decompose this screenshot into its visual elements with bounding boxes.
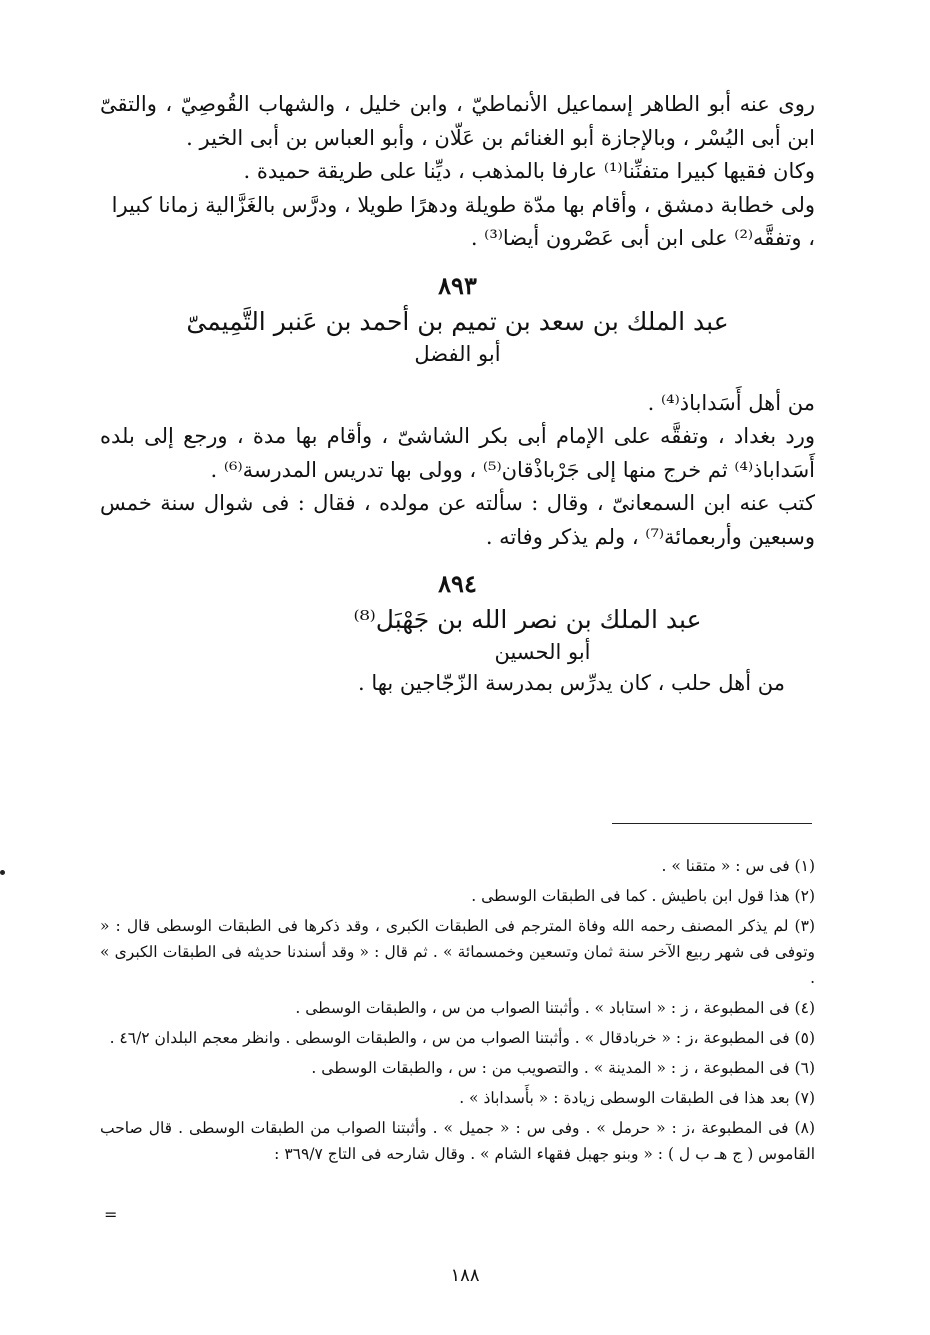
footnote-3: (٣) لم يذكر المصنف رحمه الله وفاة المترجم فى الطبقات الكبرى ، وقد ذكرها فى الطبقات الوسطى قال : « وتوفى فى شهر ربيع الآخر سنة ثمان وتسعين وخمسمائة » . ثم قال : « وقد أسندنا حديثه فى الطبقات الكبرى » . (100, 917, 815, 987)
entry-894-origin: من أهل حلب ، كان يدرِّس بمدرسة الزّجّاجين بها . (357, 671, 785, 695)
entry-894-name: عبد الملك بن نصر الله بن جَهْبَل⁽⁸⁾ (353, 605, 702, 634)
footnote-4: (٤) فى المطبوعة ، ز : « استاباد » . وأثبتنا الصواب من س ، والطبقات الوسطى . (295, 999, 815, 1017)
entry-893-biography: ورد بغداد ، وتفقَّه على الإمام أبى بكر الشاشىّ ، وأقام بها مدة ، ورجع إلى بلده أَسَداباذ⁽⁴⁾ ثم خرج منها إلى جَرْباذْقان⁽⁵⁾ ، وولى بها تدريس المدرسة⁽⁶⁾ . (100, 424, 815, 482)
footnote-separator (612, 823, 812, 824)
margin-dot (0, 870, 5, 875)
main-text (100, 88, 815, 700)
paragraph-career: ولى خطابة دمشق ، وأقام بها مدّة طويلة ودهرًا طويلا ، ودرَّس بالغَزَّالية زمانا كبيرا ، وتفقَّه⁽²⁾ على ابن أبى عَصْرون أيضا⁽³⁾ . (111, 192, 815, 250)
entry-894-number: ٨٩٤ (438, 569, 477, 598)
footnote-8: (٨) فى المطبوعة ،ز : « حرمل » . وفى س : « جميل » . وأثبتنا الصواب من الطبقات الوسطى . قال صاحب القاموس ( ج هـ ب ل ) : « وبنو جهبل فقهاء الشام » . وقال شارحه فى التاج ٣٦٩/٧ : (100, 1119, 815, 1163)
entry-893-number: ٨٩٣ (438, 270, 477, 300)
footnotes (100, 853, 815, 1171)
footnote-1: (١) فى س : « متقنا » . (661, 857, 815, 875)
footnote-6: (٦) فى المطبوعة ، ز : « المدينة » . والتصويب من : س ، والطبقات الوسطى . (311, 1059, 815, 1077)
entry-893-birth: كتب عنه ابن السمعانىّ ، وقال : سألته عن مولده ، فقال : فى شوال سنة خمس وسبعين وأربعمائة⁽⁷⁾ ، ولم يذكر وفاته . (100, 491, 815, 549)
entry-893-kunya: أبو الفضل (414, 341, 501, 366)
continuation-mark: = (104, 1205, 118, 1224)
entry-894-kunya: أبو الحسين (494, 640, 591, 664)
paragraph-character: وكان فقيها كبيرا متفنِّنا⁽¹⁾ عارفا بالمذهب ، ديِّنا على طريقة حميدة . (243, 159, 815, 183)
footnote-2: (٢) هذا قول ابن باطيش . كما فى الطبقات الوسطى . (471, 887, 815, 905)
footnote-5: (٥) فى المطبوعة ،ز : « خربادقال » . وأثبتنا الصواب من س ، والطبقات الوسطى . وانظر معجم البلدان ٤٦/٢ . (109, 1029, 815, 1047)
footnote-7: (٧) بعد هذا فى الطبقات الوسطى زيادة : « بأَسداباذ » . (459, 1089, 815, 1107)
entry-893-origin: من أهل أَسَداباذ⁽⁴⁾ . (647, 390, 815, 415)
paragraph-narrators: روى عنه أبو الطاهر إسماعيل الأنماطيّ ، وابن خليل ، والشهاب القُوصِيّ ، والتقىّ ابن أبى اليُسْر ، وبالإجازة أبو الغنائم بن عَلّان ، وأبو العباس بن أبى الخير . (100, 92, 815, 150)
entry-893-name: عبد الملك بن سعد بن تميم بن أحمد بن عَنبر التَّمِيمىّ (186, 306, 729, 336)
page-number: ١٨٨ (450, 1265, 480, 1286)
